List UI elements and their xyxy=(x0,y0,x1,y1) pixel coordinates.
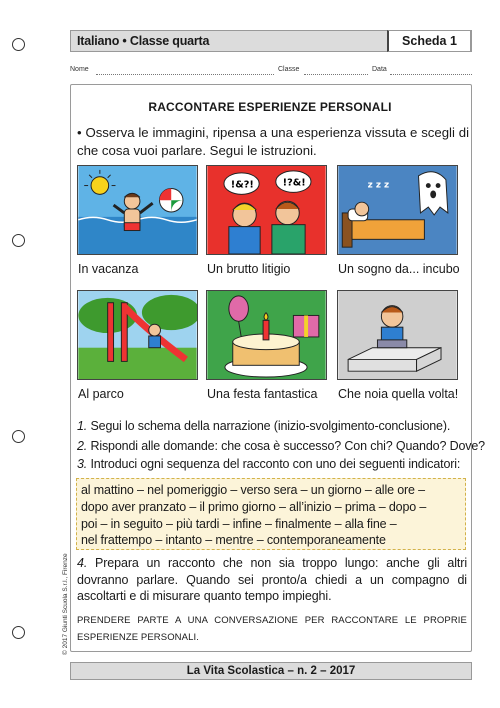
party-scene-image xyxy=(206,290,327,380)
slide-scene-icon xyxy=(78,291,197,379)
indicator-line: poi – in seguito – più tardi – infine – finalmente – alla fine – xyxy=(81,517,397,531)
copyright-notice: © 2017 Giunti Scuola S.r.l., Firenze xyxy=(62,553,69,655)
svg-text:z z z: z z z xyxy=(367,180,390,191)
step-item: 2. Rispondi alle domande: che cosa è successo? Con chi? Quando? Dove? xyxy=(77,439,485,453)
page-title: RACCONTARE ESPERIENZE PERSONALI xyxy=(148,100,392,114)
image-caption: Che noia quella volta! xyxy=(338,387,459,401)
image-caption: Un brutto litigio xyxy=(207,262,291,276)
name-label: Nome xyxy=(70,66,89,73)
argument-scene-image xyxy=(206,165,327,255)
class-label: Classe xyxy=(278,66,300,73)
binder-hole xyxy=(12,38,25,51)
step-item: 4. Prepara un racconto che non sia troppo lungo: anche gli altri dovranno parlare. Quando sei pronto/a chiedi a un compagno di ascoltarti e di misurare quanto tempo impieghi. xyxy=(77,556,467,603)
subject-title: Italiano • Classe quarta xyxy=(77,34,210,48)
svg-text:!?&!: !?&! xyxy=(282,177,306,189)
date-label: Data xyxy=(372,66,387,73)
learning-goal: PRENDERE PARTE A UNA CONVERSAZIONE PER RACCONTARE LE PROPRIE ESPERIENZE PERSONALI. xyxy=(77,615,467,643)
step-item: 3. Introduci ogni sequenza del racconto con uno dei seguenti indicatori: xyxy=(77,457,461,471)
binder-hole xyxy=(12,234,25,247)
binder-hole xyxy=(12,626,25,639)
name-field[interactable] xyxy=(96,74,274,75)
image-caption: In vacanza xyxy=(78,262,139,276)
student-info-row xyxy=(70,66,472,78)
image-caption: Una festa fantastica xyxy=(207,387,318,401)
date-field[interactable] xyxy=(390,74,472,75)
bored-scene-icon xyxy=(338,291,457,379)
bored-scene-image xyxy=(337,290,458,380)
image-caption: Un sogno da... incubo xyxy=(338,262,460,276)
nightmare-scene-image xyxy=(337,165,458,255)
indicator-line: al mattino – nel pomeriggio – verso sera – un giorno – alle ore – xyxy=(81,483,425,497)
beach-scene-icon xyxy=(78,166,197,254)
indicators-box xyxy=(76,478,466,550)
indicator-line: dopo aver pranzato – il primo giorno – all’inizio – prima – dopo – xyxy=(81,500,427,514)
argument-scene-icon xyxy=(207,166,326,254)
nightmare-scene-icon xyxy=(338,166,457,254)
instruction-text: • Osserva le immagini, ripensa a una esperienza vissuta e scegli di che cosa vuoi parlare. Segui le istruzioni. xyxy=(77,125,469,158)
page-footer: La Vita Scolastica – n. 2 – 2017 xyxy=(70,662,472,680)
step-item: 1. Segui lo schema della narrazione (inizio-svolgimento-conclusione). xyxy=(77,419,451,433)
party-scene-icon xyxy=(207,291,326,379)
slide-scene-image xyxy=(77,290,198,380)
image-caption: Al parco xyxy=(78,387,124,401)
worksheet-number: Scheda 1 xyxy=(387,30,471,52)
page-header xyxy=(70,30,472,52)
beach-scene-image xyxy=(77,165,198,255)
binder-hole xyxy=(12,430,25,443)
svg-text:!&?!: !&?! xyxy=(230,179,254,191)
indicator-line: nel frattempo – intanto – mentre – contemporaneamente xyxy=(81,533,386,547)
class-field[interactable] xyxy=(304,74,368,75)
